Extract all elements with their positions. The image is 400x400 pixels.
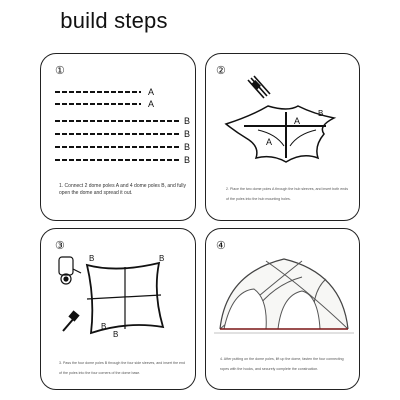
- pole-a-label-2: A: [294, 116, 301, 126]
- pole-end-detail-icon: [63, 312, 78, 331]
- step-1-number: ①: [55, 65, 65, 77]
- step-1-panel: [40, 53, 196, 221]
- pole-b-2-label: B: [184, 129, 191, 139]
- pole-b-label-3: B: [101, 322, 107, 331]
- pole-a-2-label: A: [148, 99, 155, 109]
- pole-b-label-1: B: [89, 254, 95, 263]
- pole-bundle-icon: [248, 76, 270, 98]
- pole-a-1-label: A: [148, 87, 155, 97]
- step-4-panel: [205, 228, 360, 390]
- page-title: build steps: [60, 8, 168, 33]
- step-1-caption: 1. Connect 2 dome poles A and 4 dome poles B, and fully open the dome and spread it out.: [59, 183, 187, 196]
- step-4-number: ④: [216, 240, 226, 252]
- step-2-caption: 2. Place the two dome poles A through the hub sleeves, and insert both ends of the poles into the hub mounting holes.: [226, 187, 349, 201]
- step-2-panel: [205, 53, 360, 221]
- step-3-caption: 3. Pass the four dome poles B through the four side sleeves, and insert the end of the poles into the four corners of the dome base.: [59, 361, 186, 375]
- pole-b-label: B: [318, 109, 324, 118]
- pole-b-3-label: B: [184, 142, 191, 152]
- pole-a-label-1: A: [266, 137, 273, 147]
- pole-b-1-label: B: [184, 116, 191, 126]
- step-4-caption: 4. After putting on the dome poles, lift up the dome, fasten the four connecting ropes with the hooks, and securely complete the construction.: [220, 357, 344, 371]
- pole-b-label-2: B: [159, 254, 165, 263]
- pole-b-4-label: B: [184, 155, 191, 165]
- step-2-number: ②: [216, 65, 226, 77]
- pole-b-label-4: B: [113, 330, 119, 339]
- step-3-panel: [40, 228, 196, 390]
- step-3-number: ③: [55, 240, 65, 252]
- connector-detail-icon: [59, 257, 81, 284]
